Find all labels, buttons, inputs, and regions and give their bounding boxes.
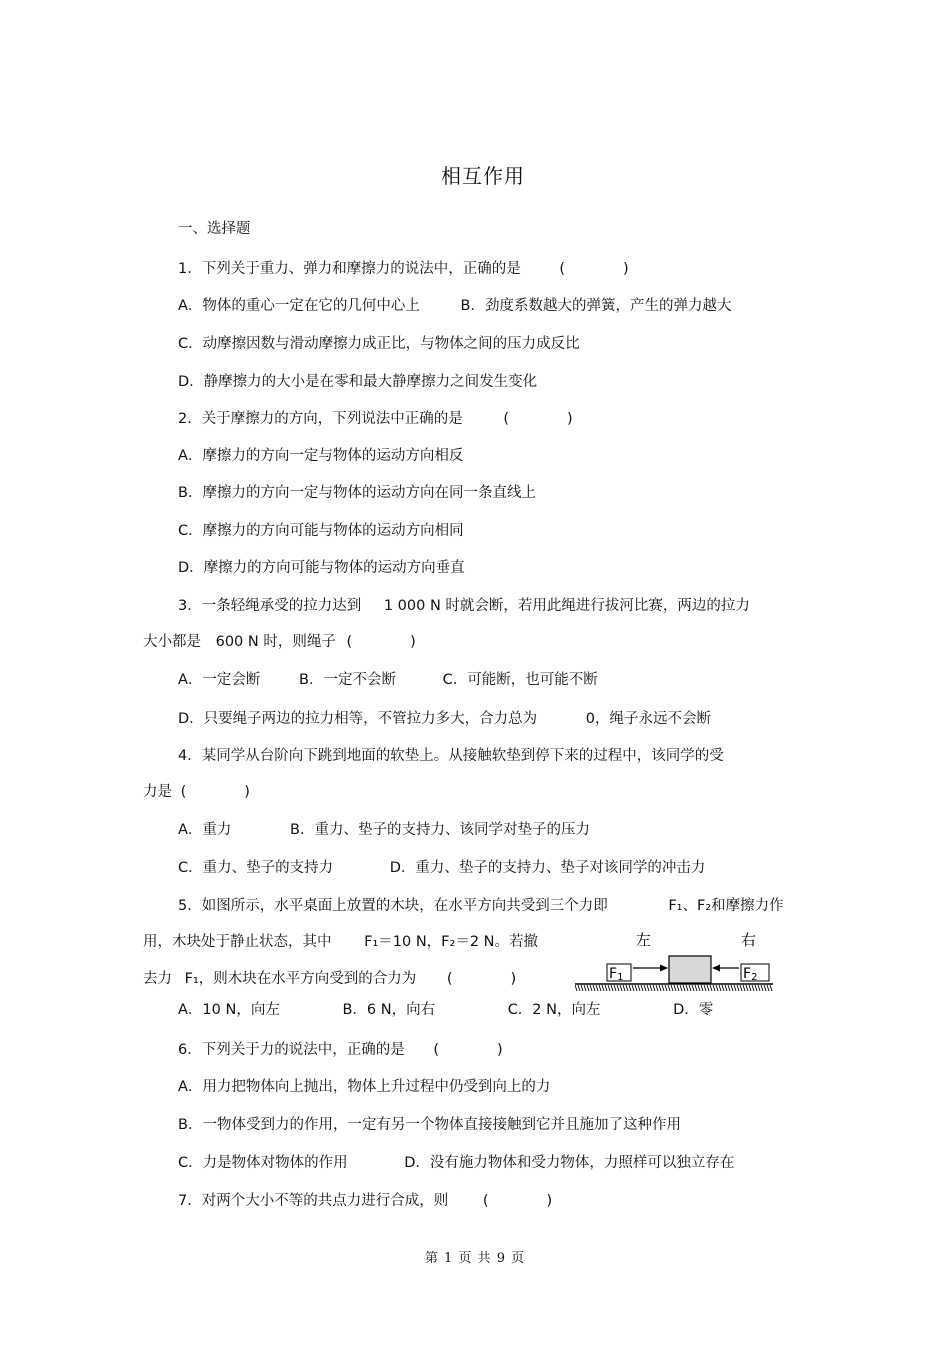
hatch-line (650, 985, 652, 991)
hatch-line (599, 985, 601, 991)
question-3-stem-part-4: 600 N 时，则绳子 (215, 634, 336, 650)
question-3-line-2 (143, 632, 416, 652)
hatch-line (677, 985, 679, 991)
question-5-line-1 (178, 896, 784, 916)
hatch-line (668, 985, 670, 991)
hatch-line (728, 985, 730, 991)
option-a: A．用力把物体向上抛出，物体上升过程中仍受到向上的力 (178, 1079, 551, 1095)
question-1-stem: 1．下列关于重力、弹力和摩擦力的说法中，正确的是 (178, 261, 521, 277)
hatch-line (626, 985, 628, 991)
option-b: B．6 N，向右 (342, 1002, 436, 1018)
f2-arrowhead (712, 965, 720, 972)
hatch-line (638, 985, 640, 991)
question-5-stem-part-3: 用，木块处于静止状态，其中 (143, 934, 332, 950)
page-footer: 第 1 页 共 9 页 (424, 1251, 526, 1266)
hatch-line (593, 985, 595, 991)
question-2 (178, 409, 573, 429)
answer-blank: ( ) (446, 971, 517, 987)
answer-blank: ( ) (503, 411, 573, 427)
question-4-options-ab (178, 820, 590, 840)
question-6 (178, 1040, 503, 1060)
option-b: B．一物体受到力的作用，一定有另一个物体直接接触到它并且施加了这种作用 (178, 1117, 681, 1133)
hatch-line (704, 985, 706, 991)
hatch-line (581, 985, 583, 991)
hatch-line (743, 985, 745, 991)
question-3-stem-part-3: 大小都是 (143, 634, 201, 650)
hatch-line (701, 985, 703, 991)
option-d: D．摩擦力的方向可能与物体的运动方向垂直 (178, 560, 465, 576)
option-d-part-1: D．只要绳子两边的拉力相等，不管拉力多大，合力总为 (178, 711, 538, 727)
question-6-options-cd (178, 1153, 734, 1173)
hatch-line (695, 985, 697, 991)
question-1 (178, 259, 629, 279)
option-b: B．摩擦力的方向一定与物体的运动方向在同一条直线上 (178, 485, 536, 501)
option-c: C．摩擦力的方向可能与物体的运动方向相同 (178, 523, 464, 539)
wooden-block (669, 956, 711, 983)
hatch-line (605, 985, 607, 991)
f1-label: F1 (609, 966, 624, 983)
question-6-stem: 6．下列关于力的说法中，正确的是 (178, 1042, 405, 1058)
hatch-line (578, 985, 580, 991)
question-3-option-d (178, 709, 711, 729)
hatch-line (767, 985, 769, 991)
hatch-line (746, 985, 748, 991)
question-7-stem: 7．对两个大小不等的共点力进行合成，则 (178, 1193, 449, 1209)
option-b: B．一定不会断 (299, 672, 396, 688)
answer-blank: ( ) (433, 1042, 503, 1058)
question-4-options-cd (178, 858, 705, 878)
f2-label: F2 (743, 966, 758, 983)
option-a: A．10 N，向左 (178, 1002, 280, 1018)
question-5-stem-part-4: F₁＝10 N，F₂＝2 N。若撤 (364, 934, 539, 950)
option-a: A．摩擦力的方向一定与物体的运动方向相反 (178, 448, 464, 464)
hatch-line (608, 985, 610, 991)
hatch-line (722, 985, 724, 991)
hatch-line (575, 985, 577, 991)
hatch-line (641, 985, 643, 991)
hatch-line (686, 985, 688, 991)
hatch-line (590, 985, 592, 991)
hatch-line (653, 985, 655, 991)
hatch-line (710, 985, 712, 991)
question-5-options (178, 1000, 713, 1020)
question-5-stem-part-5: 去力 (143, 971, 172, 987)
hatch-line (620, 985, 622, 991)
right-label: 右 (741, 931, 757, 949)
option-c: C．重力、垫子的支持力 (178, 860, 334, 876)
f1-arrowhead (660, 965, 668, 972)
hatch-line (680, 985, 682, 991)
question-7 (178, 1191, 552, 1211)
option-d: D．零 (673, 1002, 714, 1018)
question-5-stem-part-6: F₁，则木块在水平方向受到的合力为 (184, 971, 417, 987)
answer-blank: ( ) (346, 634, 416, 650)
option-a: A．重力 (178, 822, 232, 838)
hatch-line (587, 985, 589, 991)
page-title: 相互作用 (441, 164, 525, 188)
hatch-line (647, 985, 649, 991)
left-label: 左 (636, 931, 652, 949)
hatch-line (740, 985, 742, 991)
hatch-line (752, 985, 754, 991)
question-3-options-abc (178, 670, 598, 690)
question-5-stem-part-2: F₁、F₂和摩擦力作 (668, 898, 784, 914)
option-b: B．重力、垫子的支持力、该同学对垫子的压力 (290, 822, 590, 838)
option-c: C．2 N，向左 (507, 1002, 601, 1018)
hatch-line (644, 985, 646, 991)
question-2-stem: 2．关于摩擦力的方向，下列说法中正确的是 (178, 411, 463, 427)
hatch-line (770, 985, 772, 991)
option-b: B．劲度系数越大的弹簧，产生的弹力越大 (460, 298, 732, 314)
question-4-line-2 (143, 782, 250, 802)
option-a: A．一定会断 (178, 672, 261, 688)
option-c: C．力是物体对物体的作用 (178, 1155, 348, 1171)
hatch-line (719, 985, 721, 991)
force-diagram (575, 928, 775, 992)
hatch-line (617, 985, 619, 991)
hatch-line (713, 985, 715, 991)
hatch-line (761, 985, 763, 991)
question-5-line-3 (143, 969, 516, 989)
hatch-line (635, 985, 637, 991)
hatch-line (737, 985, 739, 991)
option-d: D．没有施力物体和受力物体，力照样可以独立存在 (404, 1155, 735, 1171)
question-5-line-2 (143, 932, 538, 952)
hatch-line (632, 985, 634, 991)
hatch-line (758, 985, 760, 991)
question-5-stem-part-1: 5．如图所示，水平桌面上放置的木块，在水平方向共受到三个力即 (178, 898, 608, 914)
hatch-line (671, 985, 673, 991)
hatch-line (764, 985, 766, 991)
question-3-line-1 (178, 596, 750, 616)
hatch-line (674, 985, 676, 991)
hatch-line (683, 985, 685, 991)
hatch-line (623, 985, 625, 991)
hatch-line (629, 985, 631, 991)
question-4-stem: 4．某同学从台阶向下跳到地面的软垫上。从接触软垫到停下来的过程中，该同学的受 (178, 748, 724, 764)
hatch-line (698, 985, 700, 991)
option-c: C．动摩擦因数与滑动摩擦力成正比，与物体之间的压力成反比 (178, 336, 580, 352)
hatch-line (692, 985, 694, 991)
hatch-line (749, 985, 751, 991)
option-d: D．重力、垫子的支持力、垫子对该同学的冲击力 (389, 860, 706, 876)
hatch-line (614, 985, 616, 991)
hatch-line (725, 985, 727, 991)
hatch-line (602, 985, 604, 991)
answer-blank: ( ) (559, 261, 629, 277)
question-3-stem-part-1: 3．一条轻绳承受的拉力达到 (178, 598, 362, 614)
hatch-line (656, 985, 658, 991)
answer-blank: ( ) (180, 784, 250, 800)
option-d-part-2: 0，绳子永远不会断 (585, 711, 712, 727)
question-1-options-ab (178, 296, 731, 316)
question-4-stem-end: 力是 (143, 784, 172, 800)
hatch-line (689, 985, 691, 991)
hatch-line (659, 985, 661, 991)
hatch-line (596, 985, 598, 991)
hatch-line (662, 985, 664, 991)
question-3-stem-part-2: 1 000 N 时就会断，若用此绳进行拔河比赛，两边的拉力 (383, 598, 750, 614)
section-heading: 一、选择题 (178, 221, 251, 237)
option-c: C．可能断，也可能不断 (442, 672, 598, 688)
option-a: A．物体的重心一定在它的几何中心上 (178, 298, 420, 314)
table-hatching (575, 985, 772, 991)
hatch-line (707, 985, 709, 991)
hatch-line (665, 985, 667, 991)
hatch-line (584, 985, 586, 991)
answer-blank: ( ) (482, 1193, 553, 1209)
hatch-line (734, 985, 736, 991)
option-d: D．静摩擦力的大小是在零和最大静摩擦力之间发生变化 (178, 374, 538, 390)
hatch-line (755, 985, 757, 991)
hatch-line (611, 985, 613, 991)
hatch-line (731, 985, 733, 991)
hatch-line (716, 985, 718, 991)
